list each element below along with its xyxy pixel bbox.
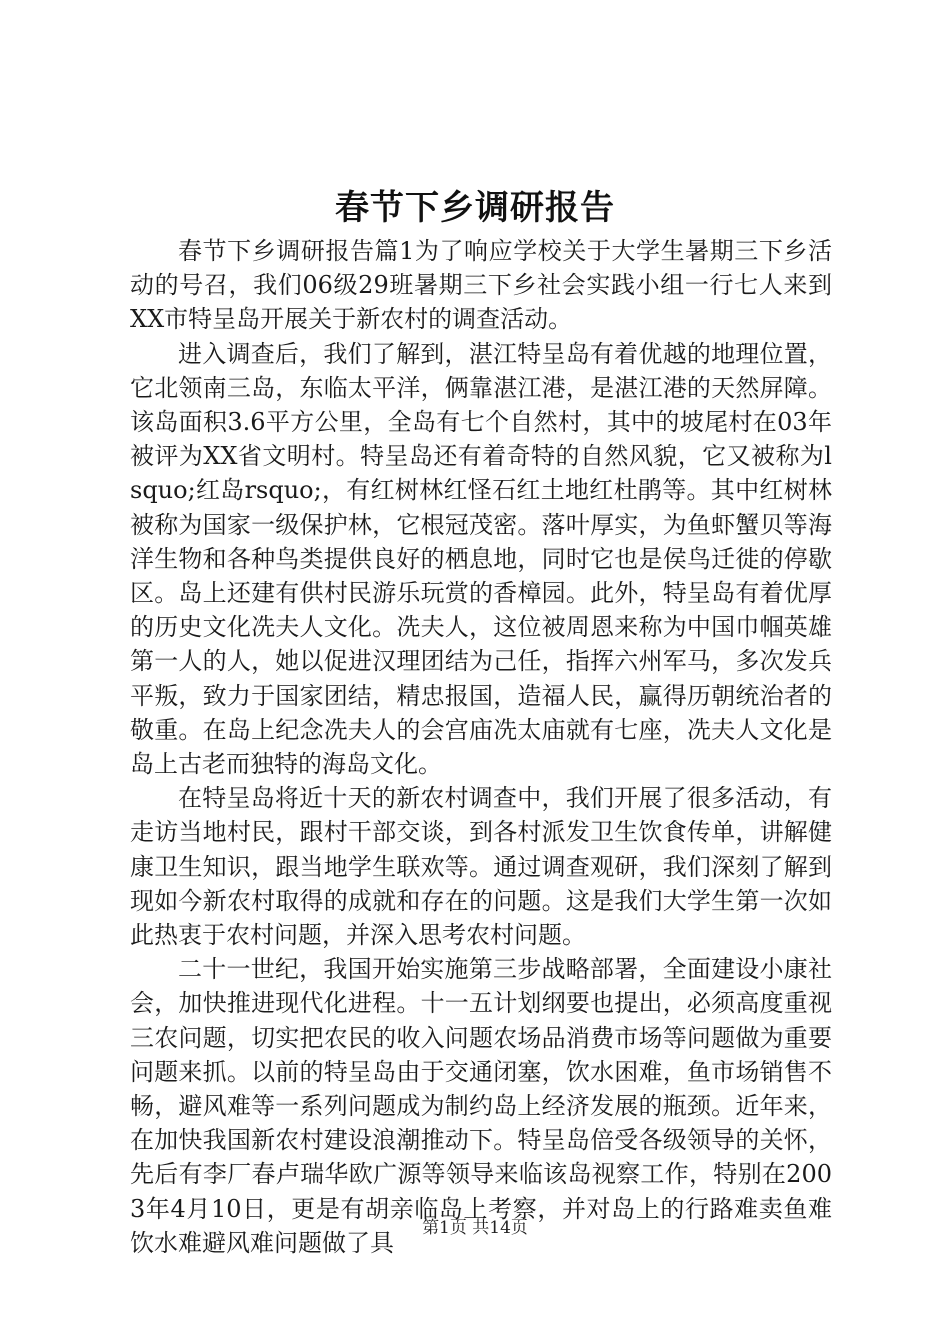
paragraph-3: 在特呈岛将近十天的新农村调查中，我们开展了很多活动，有走访当地村民，跟村干部交谈，到各村派发卫生饮食传单，讲解健康卫生知识，跟当地学生联欢等。通过调查观研，我们深刻了解到现如今新农村取得的成就和存在的问题。这是我们大学生第一次如此热衷于农村问题，并深入思考农村问题。 (130, 784, 832, 950)
paragraph-4: 二十一世纪，我国开始实施第三步战略部署，全面建设小康社会，加快推进现代化进程。十一五计划纲要也提出，必须高度重视三农问题，切实把农民的收入问题农场品消费市场等问题做为重要问题来抓。以前的特呈岛由于交通闭塞，饮水困难，鱼市场销售不畅，避风难等一系列问题成为制约岛上经济发展的瓶颈。近年来，在加快我国新农村建设浪潮推动下。特呈岛倍受各级领导的关怀，先后有李厂春卢瑞华欧广源等领导来临该岛视察工作，特别在2003年4月10日，更是有胡亲临岛上考察，并对岛上的行路难卖鱼难饮水难避风难问题做了具 (130, 955, 832, 1257)
paragraph-1: 春节下乡调研报告篇1为了响应学校关于大学生暑期三下乡活动的号召，我们06级29班暑期三下乡社会实践小组一行七人来到XX市特呈岛开展关于新农村的调查活动。 (130, 237, 832, 334)
page-number-footer: 第1页 共14页 (422, 1218, 528, 1238)
document-body (130, 234, 832, 1260)
document-title: 春节下乡调研报告 (335, 188, 615, 228)
paragraph-2: 进入调查后，我们了解到，湛江特呈岛有着优越的地理位置，它北领南三岛，东临太平洋，俩靠湛江港，是湛江港的天然屏障。该岛面积3.6平方公里，全岛有七个自然村，其中的坡尾村在03年被评为XX省文明村。特呈岛还有着奇特的自然风貌，它又被称为lsquo;红岛rsquo;，有红树林红怪石红土地红杜鹃等。其中红树林被称为国家一级保护林，它根冠茂密。落叶厚实，为鱼虾蟹贝等海洋生物和各种鸟类提供良好的栖息地，同时它也是侯鸟迁徙的停歇区。岛上还建有供村民游乐玩赏的香樟园。此外，特呈岛有着优厚的历史文化冼夫人文化。冼夫人，这位被周恩来称为中国巾帼英雄第一人的人，她以促进汉理团结为己任，指挥六州军马，多次发兵平叛，致力于国家团结，精忠报国，造福人民，赢得历朝统治者的敬重。在岛上纪念冼夫人的会宫庙冼太庙就有七座，冼夫人文化是岛上古老而独特的海岛文化。 (130, 339, 832, 779)
